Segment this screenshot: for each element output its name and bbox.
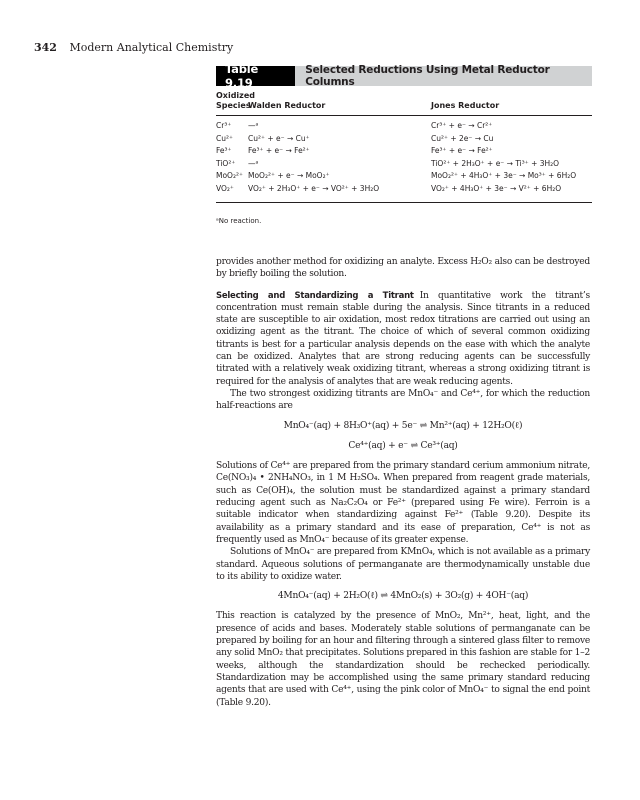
- paragraph-titrant: [216, 290, 590, 388]
- jones-cell: Cr³⁺ + e⁻ → Cr²⁺: [431, 121, 493, 130]
- species-cell: Fe³⁺: [216, 146, 232, 155]
- paragraph-oxidizing-titrants: The two strongest oxidizing titrants are MnO₄⁻ and Ce⁴⁺, for which the reduction half-reactions are: [216, 388, 590, 412]
- paragraph-permanganate-solutions: Solutions of MnO₄⁻ are prepared from KMnO₄, which is not available as a primary standard. Aqueous solutions of permanganate are thermodynamically unstable due to its ability to oxidize water.: [216, 547, 590, 582]
- species-cell: TiO²⁺: [216, 158, 236, 168]
- table-row: [216, 134, 592, 147]
- table-row: [216, 184, 592, 197]
- species-cell: MoO₂²⁺: [216, 171, 243, 180]
- equation-water-oxidation: 4MnO₄⁻(aq) + 2H₂O(ℓ) ⇌ 4MnO₂(s) + 3O₂(g) + 4OH⁻(aq): [277, 591, 529, 602]
- walden-cell: VO₂⁺ + 2H₃O⁺ + e⁻ → VO²⁺ + 3H₂O: [248, 183, 380, 193]
- equation-permanganate: MnO₄⁻(aq) + 8H₃O⁺(aq) + 5e⁻ ⇌ Mn²⁺(aq) + 12H₂O(ℓ): [283, 420, 523, 431]
- table-row: [216, 171, 592, 184]
- walden-cell: MoO₂²⁺ + e⁻ → MoO₂⁺: [248, 171, 330, 180]
- reductor-table: [216, 62, 592, 225]
- paragraph-titrant-text: In quantitative work the titrant’s concentration must remain stable during the analysis. Since titrants in a reduced state are susceptible to air oxidation, most redox titrations are carried out using an oxidizing agent as the titrant. The choice of which of several common oxidizing titrants is best for a particular analysis depends on the ease with which the analyte can be oxidized. Analytes that are strong reducing agents can be successfully titrated with a relatively weak oxidizing titrant, whereas a strong oxidizing titrant is required for the analysis of analytes that are weak reducing agents.: [216, 290, 590, 387]
- species-cell: VO₂⁺: [216, 183, 234, 193]
- jones-cell: TiO²⁺ + 2H₃O⁺ + e⁻ → Ti³⁺ + 3H₂O: [431, 158, 560, 168]
- walden-cell: Cu²⁺ + e⁻ → Cu⁺: [248, 133, 310, 143]
- jones-cell: Cu²⁺ + 2e⁻ → Cu: [431, 133, 494, 143]
- body-text: [216, 256, 590, 709]
- col-header-jones: Jones Reductor: [431, 101, 500, 110]
- jones-cell: MoO₂²⁺ + 4H₃O⁺ + 3e⁻ → Mo³⁺ + 6H₂O: [431, 171, 577, 180]
- species-cell: Cr³⁺: [216, 121, 232, 130]
- col-header-species: Oxidized Species: [216, 91, 255, 110]
- col-header-walden: Walden Reductor: [248, 101, 326, 110]
- table-body: [216, 116, 592, 196]
- equation-cerium: Ce⁴⁺(aq) + e⁻ ⇌ Ce³⁺(aq): [348, 440, 458, 451]
- page-header: [34, 41, 233, 54]
- paragraph-cerium-solutions: Solutions of Ce⁴⁺ are prepared from the primary standard cerium ammonium nitrate, Ce(NO₃)₄ • 2NH₄NO₃, in 1 M H₂SO₄. When prepared from reagent grade materials, such as Ce(OH)₄, the solution must be standardized against a primary standard reducing agent such as Na₂C₂O₄ or Fe²⁺ (prepared using Fe wire). Ferroin is a suitable indicator when standardizing against Fe²⁺ (Table 9.20). Despite its availability as a primary standard and its ease of preparation, Ce⁴⁺ is not as frequently used as MnO₄⁻ because of its greater expense.: [216, 461, 590, 545]
- table-bottom-rule: [216, 202, 592, 203]
- walden-cell: Fe³⁺ + e⁻ → Fe²⁺: [248, 146, 310, 155]
- table-header-row: [216, 89, 592, 116]
- paragraph-catalysis: This reaction is catalyzed by the presence of MnO₂, Mn²⁺, heat, light, and the presence of acids and bases. Moderately stable solutions of permanganate can be prepared by boiling for an hour and filtering through a sintered glass filter to remove any solid MnO₂ that precipitates. Solutions prepared in this fashion are stable for 1–2 weeks, although the standardization should be rechecked periodically. Standardization may be accomplished using the same primary standard reducing agents that are used with Ce⁴⁺, using the pink color of MnO₄⁻ to signal the end point (Table 9.20).: [216, 611, 590, 708]
- jones-cell: VO₂⁺ + 4H₃O⁺ + 3e⁻ → V²⁺ + 6H₂O: [431, 183, 562, 193]
- species-cell: Cu²⁺: [216, 133, 233, 143]
- walden-cell: —ᵃ: [248, 158, 259, 168]
- table-row: [216, 121, 592, 134]
- table-row: [216, 146, 592, 159]
- table-caption: Selected Reductions Using Metal Reductor Columns: [305, 64, 550, 88]
- walden-cell: —ᵃ: [248, 121, 259, 130]
- jones-cell: Fe³⁺ + e⁻ → Fe²⁺: [431, 146, 493, 155]
- page-number: 342: [34, 41, 57, 54]
- section-heading: Selecting and Standardizing a Titrant: [216, 290, 414, 301]
- table-label: Table 9.19: [216, 66, 295, 86]
- paragraph-continued: provides another method for oxidizing an analyte. Excess H₂O₂ also can be destroyed by briefly boiling the solution.: [216, 257, 590, 280]
- table-title-bar: [216, 62, 592, 90]
- table-footnote: ᵃNo reaction.: [216, 217, 262, 225]
- table-row: [216, 159, 592, 172]
- running-title: Modern Analytical Chemistry: [69, 41, 234, 54]
